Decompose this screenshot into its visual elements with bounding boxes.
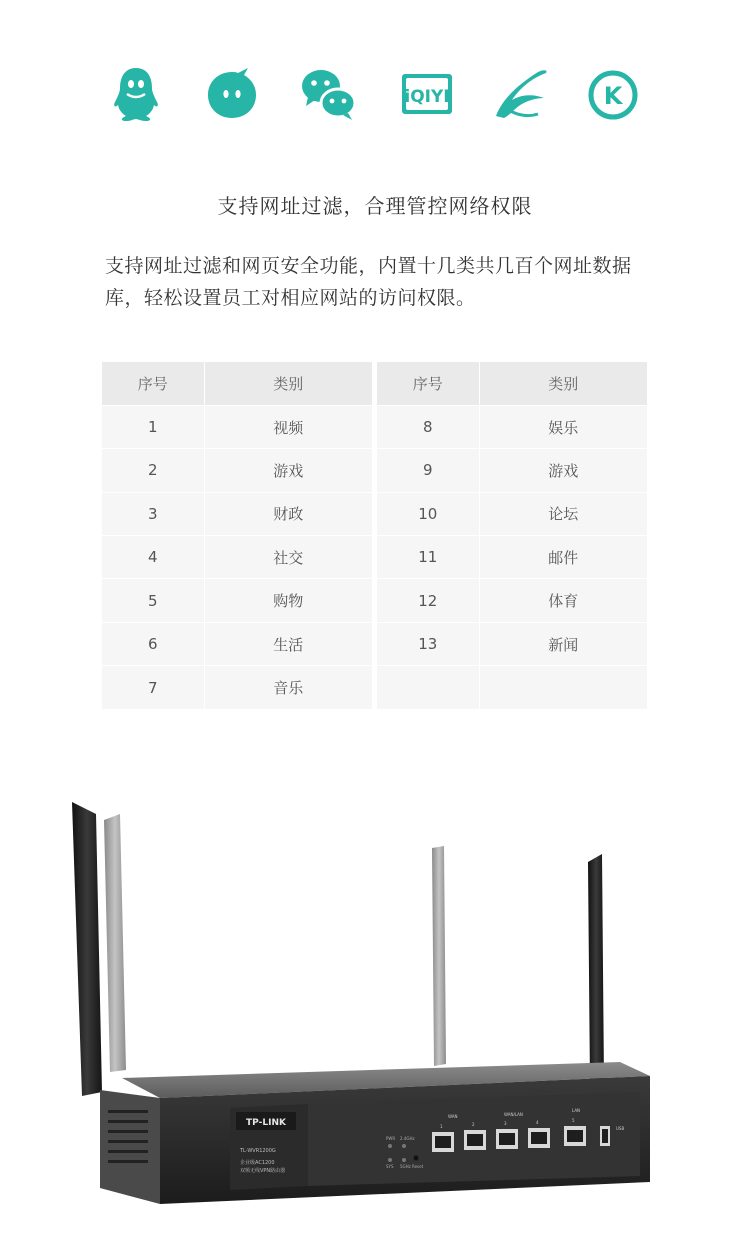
antenna-right-dark [588, 854, 604, 1086]
row-index: 7 [102, 666, 204, 709]
row-category: 财政 [204, 492, 372, 535]
led-label-24ghz: 2.4GHz [400, 1136, 415, 1141]
table-row [377, 622, 647, 665]
row-category: 音乐 [204, 666, 372, 709]
row-index: 8 [377, 405, 479, 448]
row-category: 邮件 [479, 536, 647, 579]
bird-swoosh-icon [492, 64, 552, 124]
row-index: 6 [102, 622, 204, 665]
row-index: 4 [102, 536, 204, 579]
row-index: 5 [102, 579, 204, 622]
row-index: 10 [377, 492, 479, 535]
table-row [102, 492, 372, 535]
wan-label: WAN [448, 1114, 458, 1119]
svg-text:3: 3 [504, 1121, 507, 1126]
svg-text:4: 4 [536, 1120, 539, 1125]
row-index: 12 [377, 579, 479, 622]
svg-text:2: 2 [472, 1122, 475, 1127]
row-category [479, 666, 647, 709]
header-category: 类别 [204, 362, 372, 405]
wan-lan-group-label: WAN/LAN [504, 1112, 523, 1117]
row-category: 社交 [204, 536, 372, 579]
led-label-5ghz: 5GHz [400, 1164, 411, 1169]
table-row [102, 579, 372, 622]
row-index: 9 [377, 449, 479, 492]
antenna-left-dark [72, 802, 102, 1096]
svg-text:K: K [603, 82, 623, 110]
table-row [377, 405, 647, 448]
qq-penguin-icon [106, 64, 166, 124]
table-row [377, 536, 647, 579]
reset-label: Reset [412, 1164, 424, 1169]
header-index: 序号 [102, 362, 204, 405]
usb-port [600, 1126, 610, 1146]
table-header-row [377, 362, 647, 405]
row-index [377, 666, 479, 709]
lan-label: LAN [572, 1108, 581, 1113]
row-index: 11 [377, 536, 479, 579]
reset-hole [414, 1156, 419, 1161]
section-headline: 支持网址过滤，合理管控网络权限 [217, 194, 533, 218]
table-row [377, 579, 647, 622]
row-category: 游戏 [204, 449, 372, 492]
antenna-left-light [104, 814, 126, 1072]
row-category: 游戏 [479, 449, 647, 492]
row-category: 体育 [479, 579, 647, 622]
router-product-image [60, 790, 700, 1250]
table-row [102, 536, 372, 579]
row-category: 购物 [204, 579, 372, 622]
led-label-pwr: PWR [386, 1136, 396, 1141]
table-row [377, 666, 647, 709]
table-header-row [102, 362, 372, 405]
wechat-icon [298, 64, 358, 124]
header-category: 类别 [479, 362, 647, 405]
table-row [102, 622, 372, 665]
router-desc-line1: 企业级AC1200 [240, 1160, 275, 1166]
chat-bubble-face-icon [202, 64, 262, 124]
table-row [102, 666, 372, 709]
row-category: 生活 [204, 622, 372, 665]
header-index: 序号 [377, 362, 479, 405]
row-category: 视频 [204, 405, 372, 448]
usb-label: USB [616, 1126, 625, 1131]
table-row [102, 405, 372, 448]
table-row [377, 492, 647, 535]
row-category: 新闻 [479, 622, 647, 665]
category-table-right [377, 362, 647, 709]
svg-text:iQIYI: iQIYI [404, 87, 450, 107]
row-index: 3 [102, 492, 204, 535]
row-index: 13 [377, 622, 479, 665]
row-category: 论坛 [479, 492, 647, 535]
category-table-left [102, 362, 372, 709]
row-category: 娱乐 [479, 405, 647, 448]
router-brand-label: TP-LINK [246, 1118, 286, 1128]
svg-text:1: 1 [440, 1124, 443, 1129]
table-row [102, 449, 372, 492]
iqiyi-logo-icon [396, 64, 456, 124]
section-description: 支持网址过滤和网页安全功能，内置十几类共几百个网址数据库，轻松设置员工对相应网站的访问权限。 [105, 255, 632, 309]
led-label-sys: SYS [386, 1164, 394, 1169]
table-row [377, 449, 647, 492]
antenna-center-light [432, 846, 446, 1066]
svg-text:5: 5 [572, 1118, 575, 1123]
app-icon-row [0, 64, 750, 128]
k-circle-icon [583, 64, 643, 124]
router-desc-line2: 双频无线VPN路由器 [240, 1168, 286, 1174]
row-index: 2 [102, 449, 204, 492]
router-model-label: TL-WVR1200G [240, 1148, 276, 1154]
row-index: 1 [102, 405, 204, 448]
